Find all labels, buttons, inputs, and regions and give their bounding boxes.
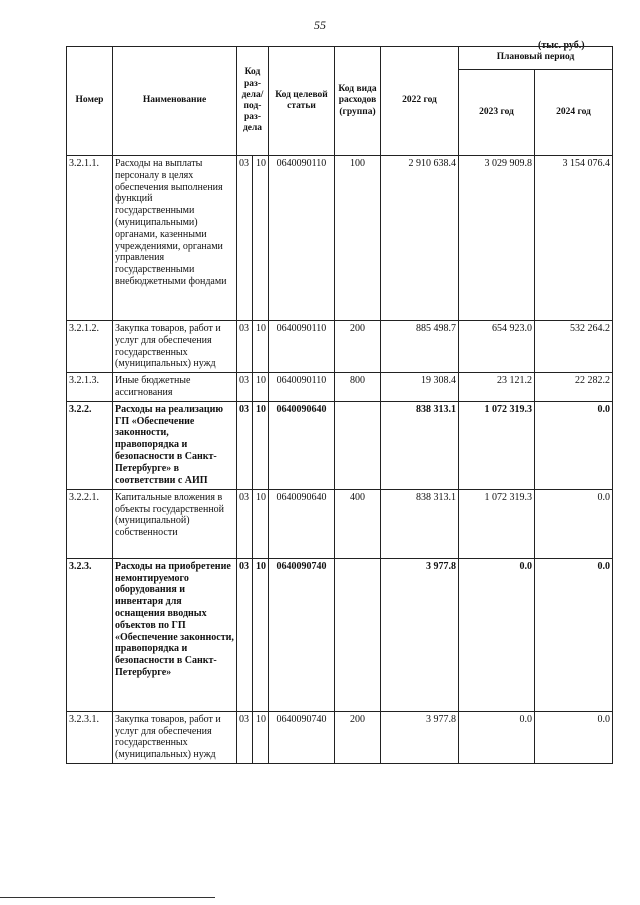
cell-subsection: 10 [253, 489, 269, 558]
cell-expense-type: 200 [335, 711, 381, 763]
cell-number: 3.2.1.3. [67, 373, 113, 402]
cell-target: 0640090640 [269, 401, 335, 489]
cell-amount-2024: 22 282.2 [535, 373, 613, 402]
cell-amount-2022: 3 977.8 [381, 558, 459, 711]
budget-table [66, 46, 613, 764]
cell-subsection: 10 [253, 558, 269, 711]
cell-section: 03 [237, 156, 253, 321]
cell-expense-type [335, 558, 381, 711]
header-year-2023: 2023 год [459, 70, 535, 156]
cell-expense-type: 400 [335, 489, 381, 558]
page-number: 55 [314, 18, 326, 32]
cell-amount-2022: 3 977.8 [381, 711, 459, 763]
cell-amount-2023: 654 923.0 [459, 321, 535, 373]
cell-subsection: 10 [253, 401, 269, 489]
cell-name: Иные бюджетные ассигнования [113, 373, 237, 402]
cell-name: Капитальные вложения в объекты государственной (муниципальной) собственности [113, 489, 237, 558]
cell-amount-2024: 0.0 [535, 489, 613, 558]
cell-amount-2023: 0.0 [459, 558, 535, 711]
header-name: Наименование [113, 47, 237, 156]
cell-amount-2022: 2 910 638.4 [381, 156, 459, 321]
cell-amount-2024: 3 154 076.4 [535, 156, 613, 321]
table-row [67, 321, 613, 373]
cell-amount-2024: 0.0 [535, 558, 613, 711]
cell-number: 3.2.3.1. [67, 711, 113, 763]
cell-section: 03 [237, 711, 253, 763]
table-row [67, 401, 613, 489]
cell-name: Расходы на приобретение немонтируемого оборудования и инвентаря для оснащения вводных объектов по ГП «Обеспечение законности, правопорядка и безопасности в Санкт-Петербурге» [113, 558, 237, 711]
cell-amount-2022: 838 313.1 [381, 401, 459, 489]
cell-amount-2023: 3 029 909.8 [459, 156, 535, 321]
cell-subsection: 10 [253, 321, 269, 373]
units-label: (тыс. руб.) [538, 40, 585, 51]
cell-expense-type [335, 401, 381, 489]
cell-target: 0640090740 [269, 558, 335, 711]
cell-subsection: 10 [253, 373, 269, 402]
table-row [67, 711, 613, 763]
cell-name: Расходы на реализацию ГП «Обеспечение законности, правопорядка и безопасности в Санкт-Петербурге» в соответствии с АИП [113, 401, 237, 489]
table-row [67, 373, 613, 402]
header-expense-type: Код вида расходов (группа) [335, 47, 381, 156]
cell-amount-2023: 0.0 [459, 711, 535, 763]
cell-amount-2024: 0.0 [535, 711, 613, 763]
cell-number: 3.2.1.2. [67, 321, 113, 373]
cell-section: 03 [237, 373, 253, 402]
cell-amount-2023: 1 072 319.3 [459, 401, 535, 489]
cell-section: 03 [237, 558, 253, 711]
cell-number: 3.2.3. [67, 558, 113, 711]
cell-section: 03 [237, 401, 253, 489]
header-year-2022: 2022 год [381, 47, 459, 156]
cell-amount-2023: 1 072 319.3 [459, 489, 535, 558]
cell-subsection: 10 [253, 156, 269, 321]
table-row [67, 558, 613, 711]
table-row [67, 156, 613, 321]
cell-amount-2022: 885 498.7 [381, 321, 459, 373]
cell-name: Расходы на выплаты персоналу в целях обеспечения выполнения функций государственными (муниципальными) органами, казенными учреждениями, органами управления государственными внебюджетными фондами [113, 156, 237, 321]
cell-name: Закупка товаров, работ и услуг для обеспечения государственных (муниципальных) нужд [113, 711, 237, 763]
cell-expense-type: 800 [335, 373, 381, 402]
cell-section: 03 [237, 321, 253, 373]
cell-expense-type: 200 [335, 321, 381, 373]
table-row [67, 489, 613, 558]
bottom-rule [0, 897, 215, 898]
cell-target: 0640090110 [269, 373, 335, 402]
cell-amount-2024: 0.0 [535, 401, 613, 489]
cell-amount-2024: 532 264.2 [535, 321, 613, 373]
cell-number: 3.2.1.1. [67, 156, 113, 321]
cell-section: 03 [237, 489, 253, 558]
header-year-2024: 2024 год [535, 70, 613, 156]
header-target: Код целевой статьи [269, 47, 335, 156]
cell-number: 3.2.2. [67, 401, 113, 489]
cell-amount-2022: 19 308.4 [381, 373, 459, 402]
cell-name: Закупка товаров, работ и услуг для обеспечения государственных (муниципальных) нужд [113, 321, 237, 373]
header-section: Код раз-дела/ под-раз-дела [237, 47, 269, 156]
cell-target: 0640090110 [269, 156, 335, 321]
header-planning-period: Плановый период [459, 47, 613, 70]
cell-expense-type: 100 [335, 156, 381, 321]
cell-subsection: 10 [253, 711, 269, 763]
cell-target: 0640090740 [269, 711, 335, 763]
cell-target: 0640090110 [269, 321, 335, 373]
cell-amount-2022: 838 313.1 [381, 489, 459, 558]
cell-amount-2023: 23 121.2 [459, 373, 535, 402]
cell-target: 0640090640 [269, 489, 335, 558]
header-number: Номер [67, 47, 113, 156]
cell-number: 3.2.2.1. [67, 489, 113, 558]
